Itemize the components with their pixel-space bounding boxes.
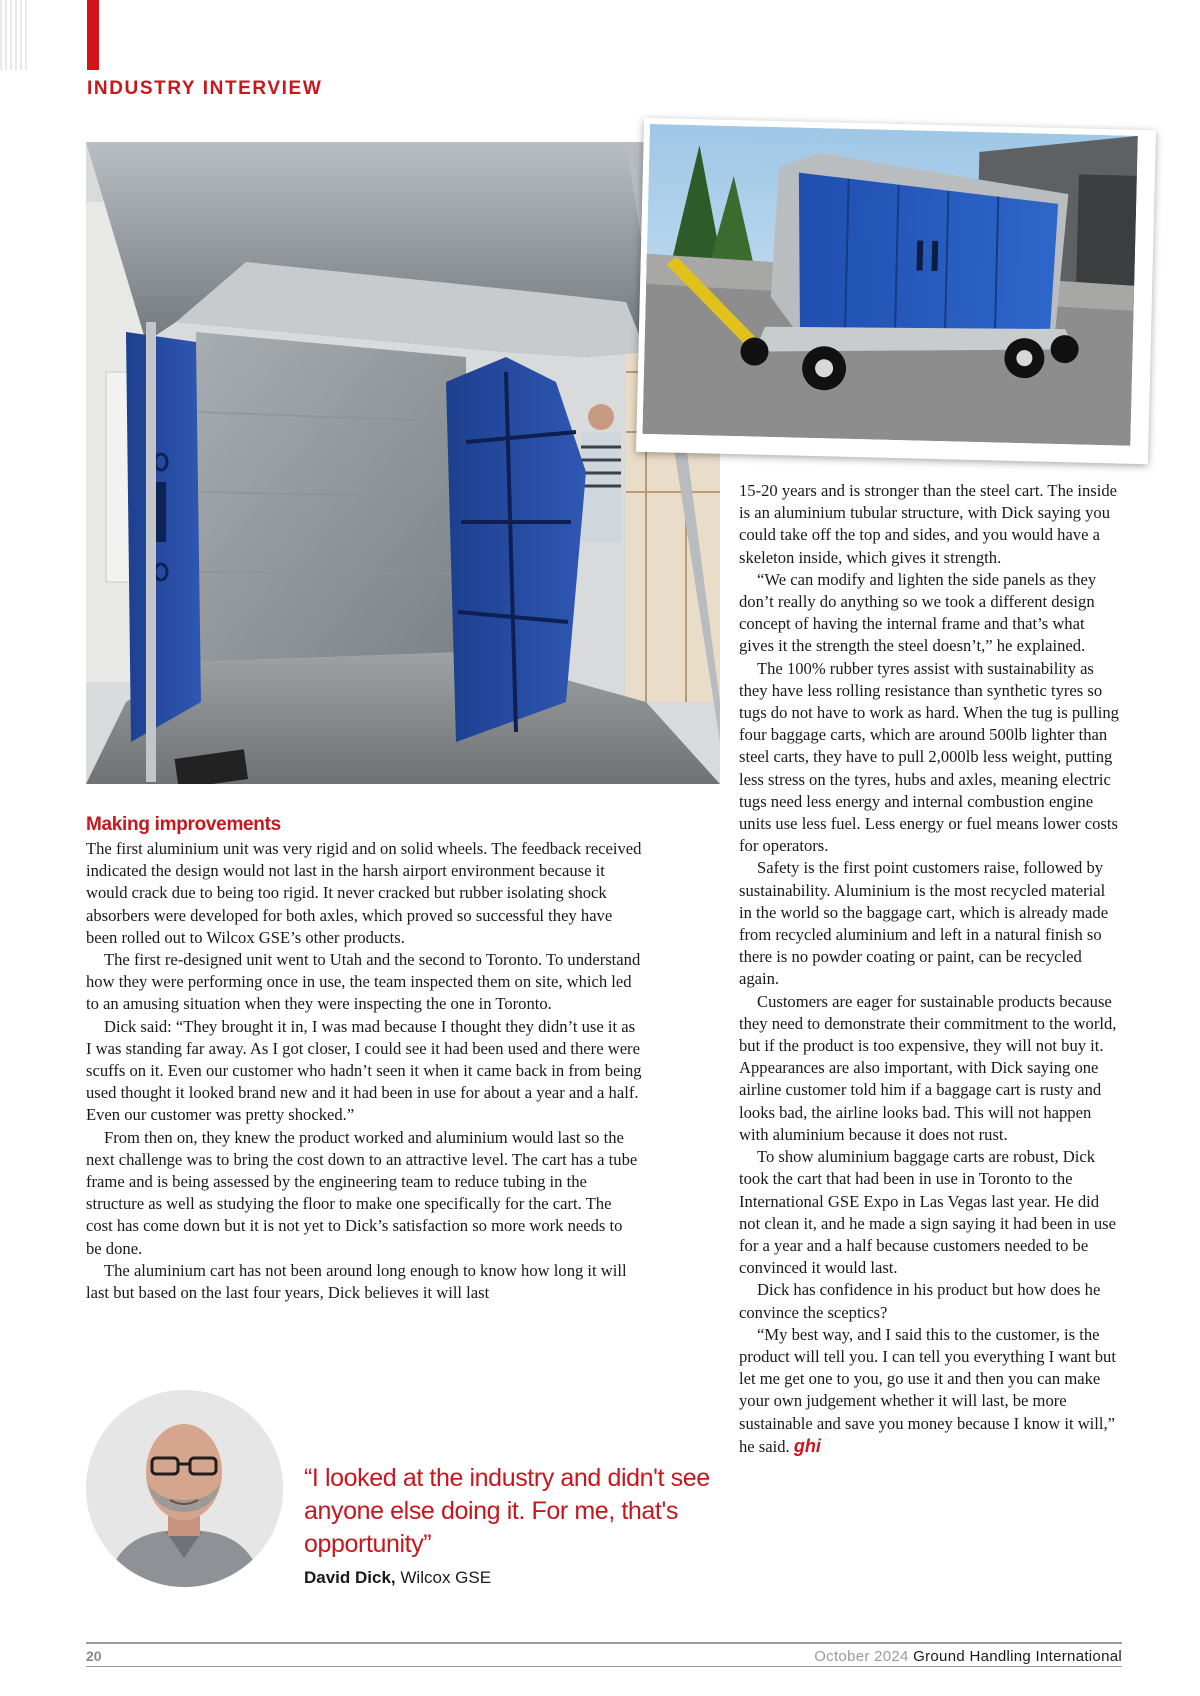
paragraph: The first re-designed unit went to Utah and the second to Toronto. To understand how they were performing once in use, the team inspected them on site, which led to an amusing situation when they were inspecting the one in Toronto. (86, 950, 641, 1014)
footer-rule-bottom (86, 1666, 1122, 1667)
publication-title: Ground Handling International (913, 1648, 1122, 1665)
quote-attribution (304, 1568, 491, 1588)
article-column-right (739, 480, 1122, 1458)
exterior-cart-photo (636, 118, 1156, 464)
interior-cart-photo (86, 142, 720, 784)
paragraph: The aluminium cart has not been around long enough to know how long it will last but based on the last four years, Dick believes it will last (86, 1260, 627, 1303)
paragraph: Dick has confidence in his product but how does he convince the sceptics? (739, 1280, 1101, 1322)
final-paragraph-text: “My best way, and I said this to the customer, is the product will tell you. I can tell you everything I want but let me get one to you, go use it and then you can make your own judgement whether it will last, be more sustainable and save you money because I know it will,” he said. (739, 1324, 1116, 1456)
paragraph: From then on, they knew the product worked and aluminium would last so the next challenge was to bring the cost down to an attractive level. The cart has a tube frame and is being assessed by the engineering team to reduce tubing in the structure as well as studying the floor to make one specifically for the cart. The cost has come down but it is not yet to Dick’s satisfaction so more work needs to be done. (86, 1127, 638, 1258)
section-color-bar (87, 0, 99, 70)
page-number: 20 (86, 1648, 102, 1664)
david-dick-portrait (86, 1390, 283, 1587)
pull-quote: “I looked at the industry and didn't see anyone else doing it. For me, that's opportunity” (304, 1464, 710, 1558)
subheading-making-improvements: Making improvements (86, 814, 281, 835)
ghi-end-mark: ghi (793, 1435, 821, 1456)
quote-company: Wilcox GSE (400, 1568, 492, 1587)
paragraph: 15-20 years and is stronger than the steel cart. The inside is an aluminium tubular structure, with Dick saying you could take off the top and sides, and you would have a skeleton inside, which gives it strength. (739, 481, 1118, 567)
footer-publication (814, 1648, 1122, 1665)
paragraph: Customers are eager for sustainable products because they need to demonstrate their commitment to the world, but if the product is too expensive, they will not buy it. Appearances are also important, with Dick saying one airline customer told him if a baggage cart is rusty and looks bad, the airline looks bad. This will not happen with aluminium because it does not rust. (739, 991, 1117, 1144)
final-paragraph (739, 1324, 1122, 1458)
paragraph: “We can modify and lighten the side panels as they don’t really do anything so we took a different design concept of having the internal frame and that’s what gives it the strength the steel doesn’t,” he explained. (739, 569, 1097, 656)
paragraph: The first aluminium unit was very rigid and on solid wheels. The feedback received indicated the design would not last in the harsh airport environment because it would crack due to being too rigid. It never cracked but rubber isolating shock absorbers were developed for both axles, which proved so successful they have been rolled out to Wilcox GSE’s other products. (86, 839, 642, 947)
paragraph: Dick said: “They brought it in, I was mad because I thought they didn’t use it as I was standing far away. As I got closer, I could see it had been used and there were scuffs on it. Even our customer who hadn’t seen it when it came back in from being used thought it looked brand new and it had been in use for about a year and a half. Even our customer was pretty shocked.” (86, 1016, 642, 1125)
issue-date: October 2024 (814, 1648, 909, 1665)
section-title: INDUSTRY INTERVIEW (87, 78, 323, 99)
paragraph: Safety is the first point customers raise, followed by sustainability. Aluminium is the most recycled material in the world so the baggage cart, which is already made from recycled aluminium and left in a natural finish so there is no powder coating or paint, can be recycled again. (739, 858, 1109, 989)
article-column-left (86, 814, 642, 1304)
quote-person-name: David Dick, (304, 1568, 396, 1587)
paragraph: The 100% rubber tyres assist with sustainability as they have less rolling resistance than synthetic tyres so tugs do not have to work as hard. When the tug is pulling four baggage carts, which are around 500lb lighter than steel carts, they have to pull 2,000lb less weight, putting less stress on the tyres, hubs and axles, meaning electric tugs need less energy and internal combustion engine units use less fuel. Less energy or fuel means lower costs for operators. (739, 658, 1119, 856)
paragraph: To show aluminium baggage carts are robust, Dick took the cart that had been in use in Toronto to the International GSE Expo in Las Vegas last year. He did not clean it, and he made a sign saying it had been in use for a year and a half because customers needed to be convinced it would last. (739, 1147, 1116, 1278)
footer-rule-top (86, 1642, 1122, 1644)
page-edge-tabs (0, 0, 30, 70)
